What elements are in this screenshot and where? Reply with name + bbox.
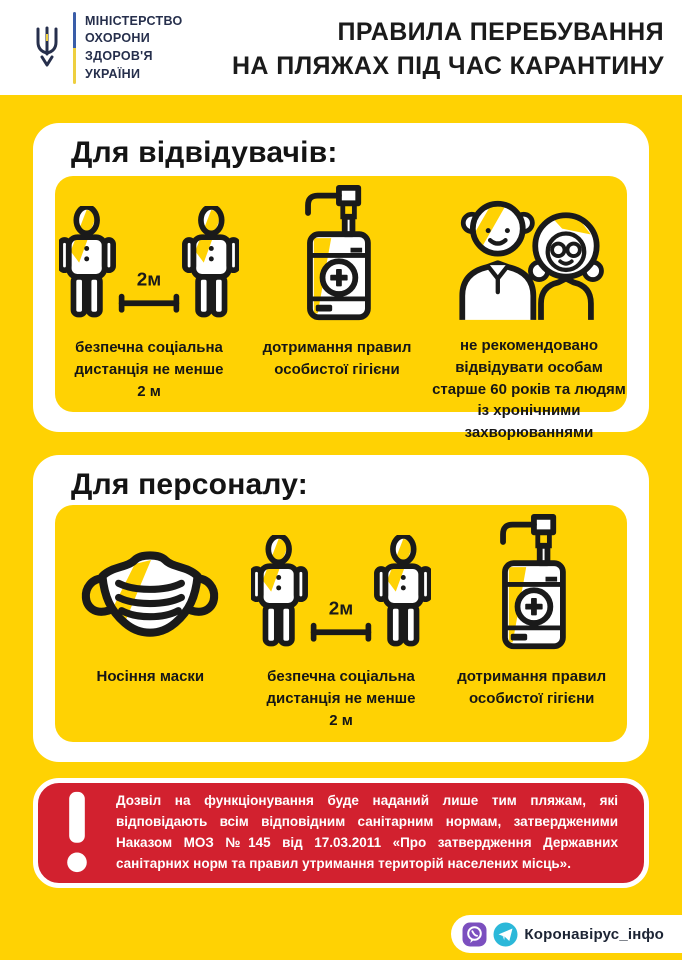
channel-badge-label[interactable]: Коронавірус_інфо xyxy=(524,925,664,943)
rule-hygiene xyxy=(436,505,627,742)
rule-hygiene xyxy=(243,176,431,412)
logo-divider xyxy=(73,12,76,84)
distance-label: 2м xyxy=(328,598,354,620)
viber-icon[interactable] xyxy=(462,922,487,947)
rule-caption: Носіння маски xyxy=(96,668,205,685)
trident-icon xyxy=(30,25,64,71)
page-title-line2: НА ПЛЯЖАХ ПІД ЧАС КАРАНТИНУ xyxy=(231,51,664,80)
visitors-section xyxy=(33,123,649,441)
warning-text: Дозвіл на функціонування буде наданий лише тим пляжам, які відповідають всім відповідним санітарним нормам, затвердженими Наказом МОЗ №145 від 17.03.2011 «Про затвердження Державних санітарних норм та правил утримання територій населених місць». xyxy=(116,793,618,871)
page-title-line1: ПРАВИЛА ПЕРЕБУВАННЯ xyxy=(337,18,664,46)
distance-label: 2м xyxy=(136,269,162,291)
poster-body xyxy=(0,95,682,960)
telegram-icon[interactable] xyxy=(493,922,518,947)
mask-icon xyxy=(74,545,226,653)
visitors-heading: Для відвідувачів: xyxy=(71,136,338,169)
header xyxy=(0,0,682,95)
ministry-line: УКРАЇНИ xyxy=(85,66,141,81)
rule-mask xyxy=(55,505,246,742)
rule-caption: не рекомендовано відвідувати особам старше 60 років та людям із хронічними захворюваннями xyxy=(432,337,626,441)
staff-panel xyxy=(55,505,627,742)
rule-caption: безпечна соціальна дистанція не менше 2 м xyxy=(266,668,416,729)
ministry-line: ОХОРОНИ xyxy=(85,31,150,46)
social-distance-icon xyxy=(59,206,239,324)
rule-elderly xyxy=(431,176,627,441)
ministry-logo xyxy=(30,12,183,84)
ministry-name xyxy=(85,13,183,84)
staff-section xyxy=(33,455,649,762)
ministry-line: ЗДОРОВ'Я xyxy=(85,49,153,63)
page-title xyxy=(232,16,664,84)
exclamation-icon xyxy=(57,789,97,877)
elderly-couple-icon xyxy=(445,192,613,322)
sanitizer-icon xyxy=(286,184,388,324)
rule-caption: дотримання правил особистої гігієни xyxy=(262,339,412,378)
visitors-panel xyxy=(55,176,627,441)
warning-banner xyxy=(33,778,649,888)
sanitizer-icon xyxy=(481,513,583,653)
rule-caption: дотримання правил особистої гігієни xyxy=(457,668,607,707)
rule-social-distance xyxy=(246,505,437,742)
social-distance-icon xyxy=(251,535,431,653)
channel-badge[interactable] xyxy=(451,915,682,953)
rule-social-distance xyxy=(55,176,243,412)
ministry-line: МІНІСТЕРСТВО xyxy=(85,13,183,28)
rule-caption: безпечна соціальна дистанція не менше 2 м xyxy=(74,339,224,400)
staff-heading: Для персоналу: xyxy=(71,468,308,501)
